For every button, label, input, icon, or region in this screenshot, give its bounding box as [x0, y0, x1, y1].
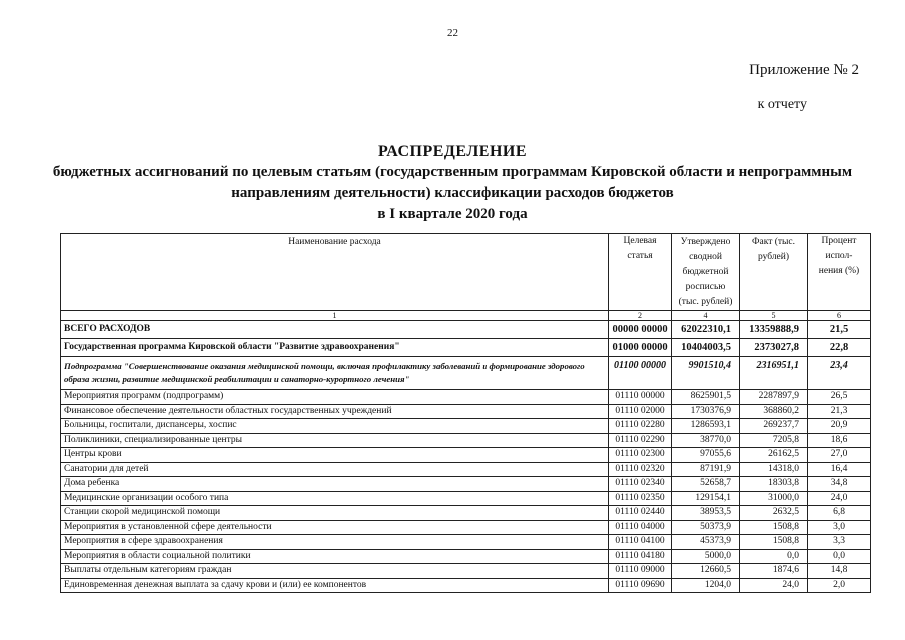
title-line-4: в I квартале 2020 года — [377, 206, 528, 222]
budget-table — [60, 233, 871, 593]
cell-fact: 31000,0 — [740, 491, 808, 506]
cell-fact: 13359888,9 — [740, 321, 808, 339]
column-number: 1 — [61, 311, 609, 321]
cell-fact: 18303,8 — [740, 477, 808, 492]
cell-approved: 129154,1 — [672, 491, 740, 506]
table-row — [61, 506, 871, 521]
table-row — [61, 564, 871, 579]
cell-pct: 21,3 — [808, 404, 871, 419]
cell-pct: 22,8 — [808, 339, 871, 357]
table-row — [61, 578, 871, 593]
header-name: Наименование расхода — [61, 234, 609, 311]
cell-code: 01110 04000 — [609, 520, 672, 535]
cell-code: 01110 02350 — [609, 491, 672, 506]
cell-approved: 1730376,9 — [672, 404, 740, 419]
table-row — [61, 419, 871, 434]
cell-fact: 7205,8 — [740, 433, 808, 448]
table-row — [61, 491, 871, 506]
cell-code: 01110 00000 — [609, 390, 672, 405]
cell-code: 00000 00000 — [609, 321, 672, 339]
cell-approved: 52658,7 — [672, 477, 740, 492]
cell-approved: 1204,0 — [672, 578, 740, 593]
cell-fact: 368860,2 — [740, 404, 808, 419]
title-line-1: РАСПРЕДЕЛЕНИЕ — [377, 143, 528, 160]
cell-name: Станции скорой медицинской помощи — [61, 506, 609, 521]
cell-name: ВСЕГО РАСХОДОВ — [61, 321, 609, 339]
cell-code: 01000 00000 — [609, 339, 672, 357]
column-number: 4 — [672, 311, 740, 321]
cell-pct: 20,9 — [808, 419, 871, 434]
cell-code: 01110 09690 — [609, 578, 672, 593]
cell-fact: 24,0 — [740, 578, 808, 593]
cell-code: 01100 00000 — [609, 357, 672, 390]
report-label: к отчету — [757, 97, 807, 112]
cell-pct: 34,8 — [808, 477, 871, 492]
cell-code: 01110 02320 — [609, 462, 672, 477]
cell-name: Выплаты отдельным категориям граждан — [61, 564, 609, 579]
cell-approved: 38953,5 — [672, 506, 740, 521]
cell-name: Финансовое обеспечение деятельности областных государственных учреждений — [61, 404, 609, 419]
column-number: 6 — [808, 311, 871, 321]
appendix-label: Приложение № 2 — [749, 62, 859, 78]
column-number: 2 — [609, 311, 672, 321]
cell-name: Санатории для детей — [61, 462, 609, 477]
table-row — [61, 535, 871, 550]
cell-pct: 16,4 — [808, 462, 871, 477]
table-row — [61, 339, 871, 357]
table-row — [61, 433, 871, 448]
cell-name: Мероприятия в области социальной политики — [61, 549, 609, 564]
table-row — [61, 477, 871, 492]
cell-approved: 45373,9 — [672, 535, 740, 550]
cell-approved: 62022310,1 — [672, 321, 740, 339]
cell-name: Единовременная денежная выплата за сдачу крови и (или) ее компонентов — [61, 578, 609, 593]
cell-fact: 2632,5 — [740, 506, 808, 521]
cell-fact: 1874,6 — [740, 564, 808, 579]
table-row — [61, 448, 871, 463]
cell-name: Больницы, госпитали, диспансеры, хоспис — [61, 419, 609, 434]
cell-approved: 1286593,1 — [672, 419, 740, 434]
cell-pct: 26,5 — [808, 390, 871, 405]
cell-fact: 2373027,8 — [740, 339, 808, 357]
header-pct: Процент испол- нения (%) — [808, 234, 871, 311]
table-row — [61, 357, 871, 390]
cell-name: Государственная программа Кировской области "Развитие здравоохранения" — [61, 339, 609, 357]
cell-pct: 23,4 — [808, 357, 871, 390]
cell-fact: 0,0 — [740, 549, 808, 564]
table-body — [61, 321, 871, 593]
cell-pct: 24,0 — [808, 491, 871, 506]
title-line-2: бюджетных ассигнований по целевым статьям (государственным программам Кировской области и непрограммным — [52, 164, 853, 180]
cell-fact: 26162,5 — [740, 448, 808, 463]
header-code: Целевая статья — [609, 234, 672, 311]
column-number: 5 — [740, 311, 808, 321]
header-approved: Утверждено сводной бюджетной росписью (тыс. рублей) — [672, 234, 740, 311]
cell-code: 01110 04100 — [609, 535, 672, 550]
cell-approved: 9901510,4 — [672, 357, 740, 390]
table-row — [61, 321, 871, 339]
cell-code: 01110 02290 — [609, 433, 672, 448]
cell-code: 01110 02000 — [609, 404, 672, 419]
cell-name: Мероприятия программ (подпрограмм) — [61, 390, 609, 405]
cell-approved: 8625901,5 — [672, 390, 740, 405]
table-row — [61, 390, 871, 405]
cell-pct: 21,5 — [808, 321, 871, 339]
cell-fact: 14318,0 — [740, 462, 808, 477]
table-row — [61, 404, 871, 419]
cell-name: Мероприятия в установленной сфере деятельности — [61, 520, 609, 535]
title-line-3: направлениям деятельности) классификации расходов бюджетов — [231, 185, 674, 201]
cell-pct: 27,0 — [808, 448, 871, 463]
cell-name: Подпрограмма "Совершенствование оказания медицинской помощи, включая профилактику заболеваний и формирование здорового образа жизни, развитие медицинской реабилитации и санаторно-курортного лечения" — [61, 357, 609, 390]
cell-approved: 50373,9 — [672, 520, 740, 535]
cell-code: 01110 02280 — [609, 419, 672, 434]
document-title — [0, 141, 905, 225]
cell-approved: 97055,6 — [672, 448, 740, 463]
cell-pct: 6,8 — [808, 506, 871, 521]
cell-pct: 3,3 — [808, 535, 871, 550]
cell-pct: 18,6 — [808, 433, 871, 448]
cell-code: 01110 02340 — [609, 477, 672, 492]
cell-pct: 3,0 — [808, 520, 871, 535]
table-row — [61, 520, 871, 535]
cell-approved: 10404003,5 — [672, 339, 740, 357]
table-row — [61, 462, 871, 477]
cell-pct: 14,8 — [808, 564, 871, 579]
cell-fact: 269237,7 — [740, 419, 808, 434]
cell-name: Дома ребенка — [61, 477, 609, 492]
table-row — [61, 549, 871, 564]
cell-approved: 38770,0 — [672, 433, 740, 448]
cell-fact: 2316951,1 — [740, 357, 808, 390]
page-number: 22 — [447, 27, 458, 39]
cell-fact: 1508,8 — [740, 520, 808, 535]
cell-code: 01110 02300 — [609, 448, 672, 463]
cell-fact: 1508,8 — [740, 535, 808, 550]
cell-pct: 2,0 — [808, 578, 871, 593]
cell-pct: 0,0 — [808, 549, 871, 564]
cell-code: 01110 02440 — [609, 506, 672, 521]
cell-name: Мероприятия в сфере здравоохранения — [61, 535, 609, 550]
cell-fact: 2287897,9 — [740, 390, 808, 405]
cell-name: Центры крови — [61, 448, 609, 463]
cell-approved: 12660,5 — [672, 564, 740, 579]
cell-name: Поликлиники, специализированные центры — [61, 433, 609, 448]
cell-approved: 5000,0 — [672, 549, 740, 564]
cell-code: 01110 09000 — [609, 564, 672, 579]
cell-name: Медицинские организации особого типа — [61, 491, 609, 506]
cell-code: 01110 04180 — [609, 549, 672, 564]
cell-approved: 87191,9 — [672, 462, 740, 477]
header-fact: Факт (тыс. рублей) — [740, 234, 808, 311]
